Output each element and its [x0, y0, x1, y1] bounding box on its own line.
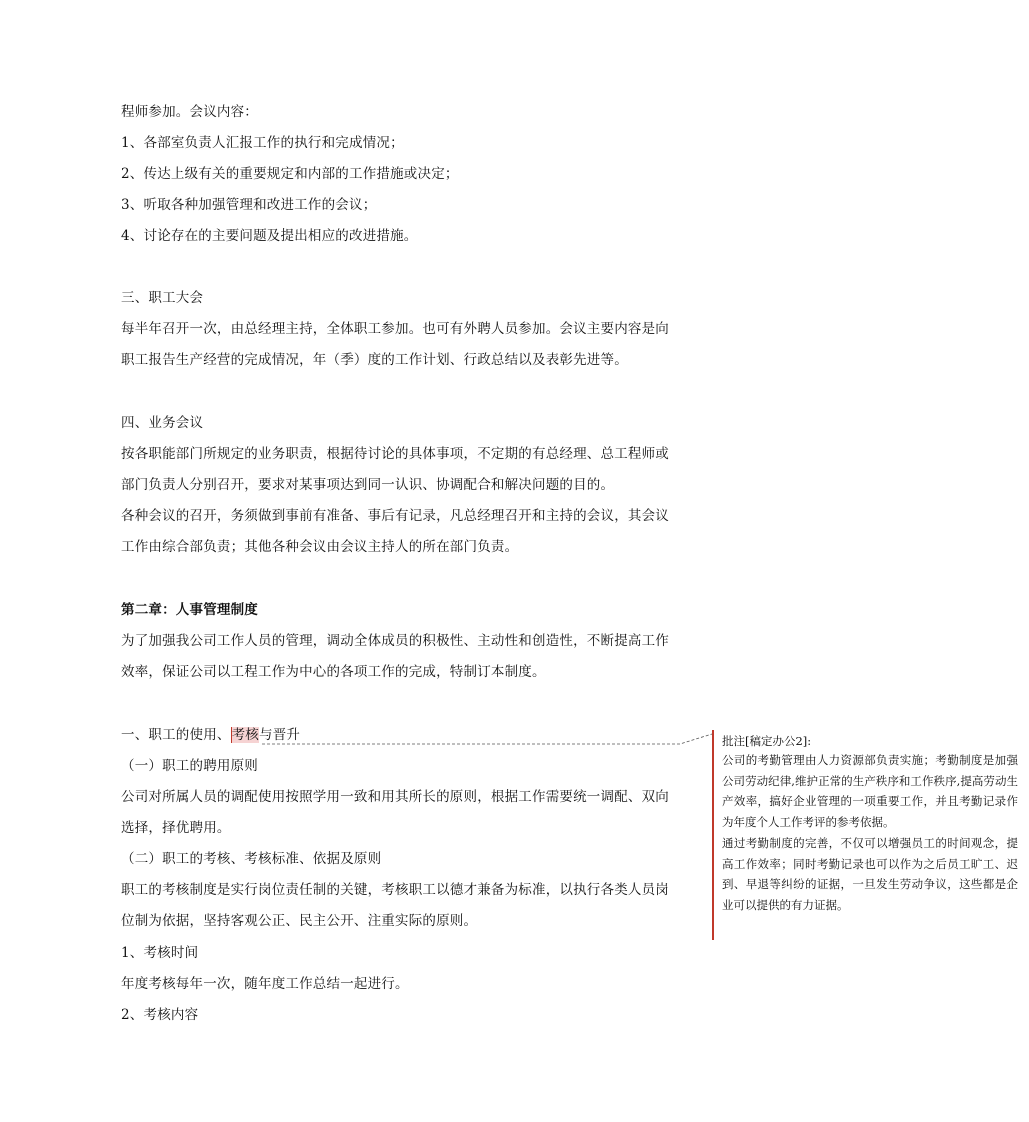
body-line: 职工报告生产经营的完成情况，年（季）度的工作计划、行政总结以及表彰先进等。 [121, 352, 628, 368]
section-heading-with-comment [121, 726, 300, 744]
comment-paragraph: 通过考勤制度的完善，不仅可以增强员工的时间观念，提高工作效率；同时考勤记录也可以作为之后员工旷工、迟到、早退等纠纷的证据，一旦发生劳动争议，这些都是企业可以提供的有力证据。 [722, 835, 1018, 912]
section-heading: 四、业务会议 [121, 415, 204, 431]
body-line: 各种会议的召开，务须做到事前有准备、事后有记录，凡总经理召开和主持的会议，其会议 [121, 508, 669, 524]
comment-paragraph: 公司的考勤管理由人力资源部负责实施；考勤制度是加强公司劳动纪律,维护正常的生产秩序和工作秩序,提高劳动生产效率，搞好企业管理的一项重要工作，并且考勤记录作为年度个人工作考评的参考依据。 [722, 753, 1018, 830]
comment-balloon[interactable] [712, 730, 1017, 940]
body-line: 年度考核每年一次，随年度工作总结一起进行。 [121, 976, 409, 992]
list-item: 4、讨论存在的主要问题及提出相应的改进措施。 [121, 228, 418, 244]
list-item: 2、传达上级有关的重要规定和内部的工作措施或决定； [121, 166, 459, 182]
heading-text-after: 与晋升 [259, 727, 301, 743]
body-line: 为了加强我公司工作人员的管理，调动全体成员的积极性、主动性和创造性，不断提高工作 [121, 633, 669, 649]
body-line: 选择，择优聘用。 [121, 820, 231, 836]
comment-anchor-highlight[interactable]: 考核 [231, 727, 260, 743]
comment-header: 批注[稿定办公2]: [722, 734, 812, 748]
list-item: 1、考核时间 [121, 945, 199, 961]
body-line: 程师参加。会议内容： [121, 104, 258, 120]
body-line: 每半年召开一次，由总经理主持，全体职工参加。也可有外聘人员参加。会议主要内容是向 [121, 321, 669, 337]
body-line: 按各职能部门所规定的业务职责，根据待讨论的具体事项，不定期的有总经理、总工程师或 [121, 446, 669, 462]
list-item: 2、考核内容 [121, 1007, 199, 1023]
body-line: 部门负责人分别召开，要求对某事项达到同一认识、协调配合和解决问题的目的。 [121, 477, 615, 493]
subsection-heading: （一）职工的聘用原则 [121, 758, 258, 774]
section-heading: 三、职工大会 [121, 290, 204, 306]
body-line: 位制为依据，坚持客观公正、民主公开、注重实际的原则。 [121, 913, 478, 929]
body-line: 职工的考核制度是实行岗位责任制的关键，考核职工以德才兼备为标准，以执行各类人员岗 [121, 882, 669, 898]
heading-text-before: 一、职工的使用、 [121, 727, 231, 743]
chapter-title: 第二章：人事管理制度 [121, 602, 258, 618]
body-line: 工作由综合部负责；其他各种会议由会议主持人的所在部门负责。 [121, 539, 519, 555]
body-line: 公司对所属人员的调配使用按照学用一致和用其所长的原则，根据工作需要统一调配、双向 [121, 789, 669, 805]
list-item: 1、各部室负责人汇报工作的执行和完成情况； [121, 135, 404, 151]
list-item: 3、听取各种加强管理和改进工作的会议； [121, 197, 377, 213]
body-line: 效率，保证公司以工程工作为中心的各项工作的完成，特制订本制度。 [121, 664, 546, 680]
subsection-heading: （二）职工的考核、考核标准、依据及原则 [121, 851, 382, 867]
comment-body [722, 750, 1018, 916]
